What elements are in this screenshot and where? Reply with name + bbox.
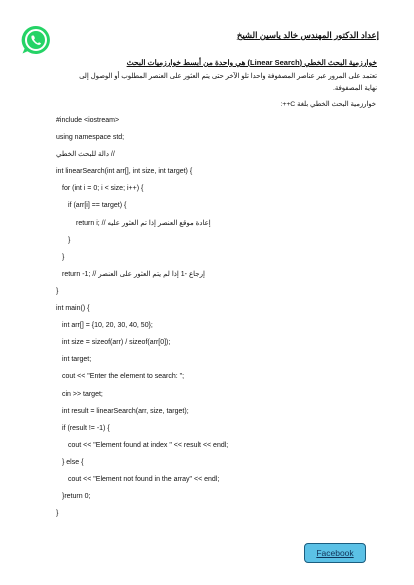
whatsapp-icon[interactable] [20,24,52,56]
code-line: } else { [62,458,84,466]
code-line: return i; // إعادة موقع العنصر إذا تم العثور عليه [76,219,211,227]
code-line: int linearSearch(int arr[], int size, int target) { [56,168,193,176]
description-paragraph: تعتمد على المرور عبر عناصر المصفوفة واحدا تلو الآخر حتى يتم العثور على العنصر المطلوب أو الوصول إلى نهاية المصفوفة. [79,73,377,92]
code-line: cin >> target; [62,390,103,398]
code-line: if (arr[i] == target) { [68,202,127,210]
code-line: cout << "Enter the element to search: "; [62,373,185,381]
code-line: دالة للبحث الخطي // [56,151,115,159]
code-line: int size = sizeof(arr) / sizeof(arr[0]); [62,339,171,347]
author-credit: إعداد الدكتور المهندس خالد ياسين الشيخ [236,30,379,40]
code-label: خوارزمية البحث الخطي بلغة C++: [280,101,376,108]
code-line: cout << "Element found at index " << result << endl; [68,441,229,449]
code-line: } [62,253,65,261]
code-line: int main() { [56,305,90,313]
code-line: } [56,510,59,518]
code-line: } [56,287,59,295]
code-line: int arr[] = {10, 20, 30, 40, 50}; [62,322,153,330]
code-block [56,112,396,522]
section-title: خوارزمية البحث الخطي (Linear Search) هي واحدة من أبسط خوارزميات البحث [126,58,377,67]
code-line: #include <iostream> [56,117,120,124]
code-line: return -1; // إرجاع -1 إذا لم يتم العثور على العنصر [62,270,205,278]
code-line: for (int i = 0; i < size; i++) { [62,185,144,193]
facebook-link-label[interactable]: Facebook [316,548,354,558]
code-line: if (result != -1) { [62,424,110,432]
code-line: using namespace std; [56,134,125,142]
code-line: cout << "Element not found in the array" << endl; [68,475,220,483]
code-line: } [68,236,71,244]
code-line: }return 0; [62,493,91,501]
facebook-button[interactable] [304,543,366,563]
code-line: int result = linearSearch(arr, size, target); [62,407,189,415]
code-line: int target; [62,356,92,364]
